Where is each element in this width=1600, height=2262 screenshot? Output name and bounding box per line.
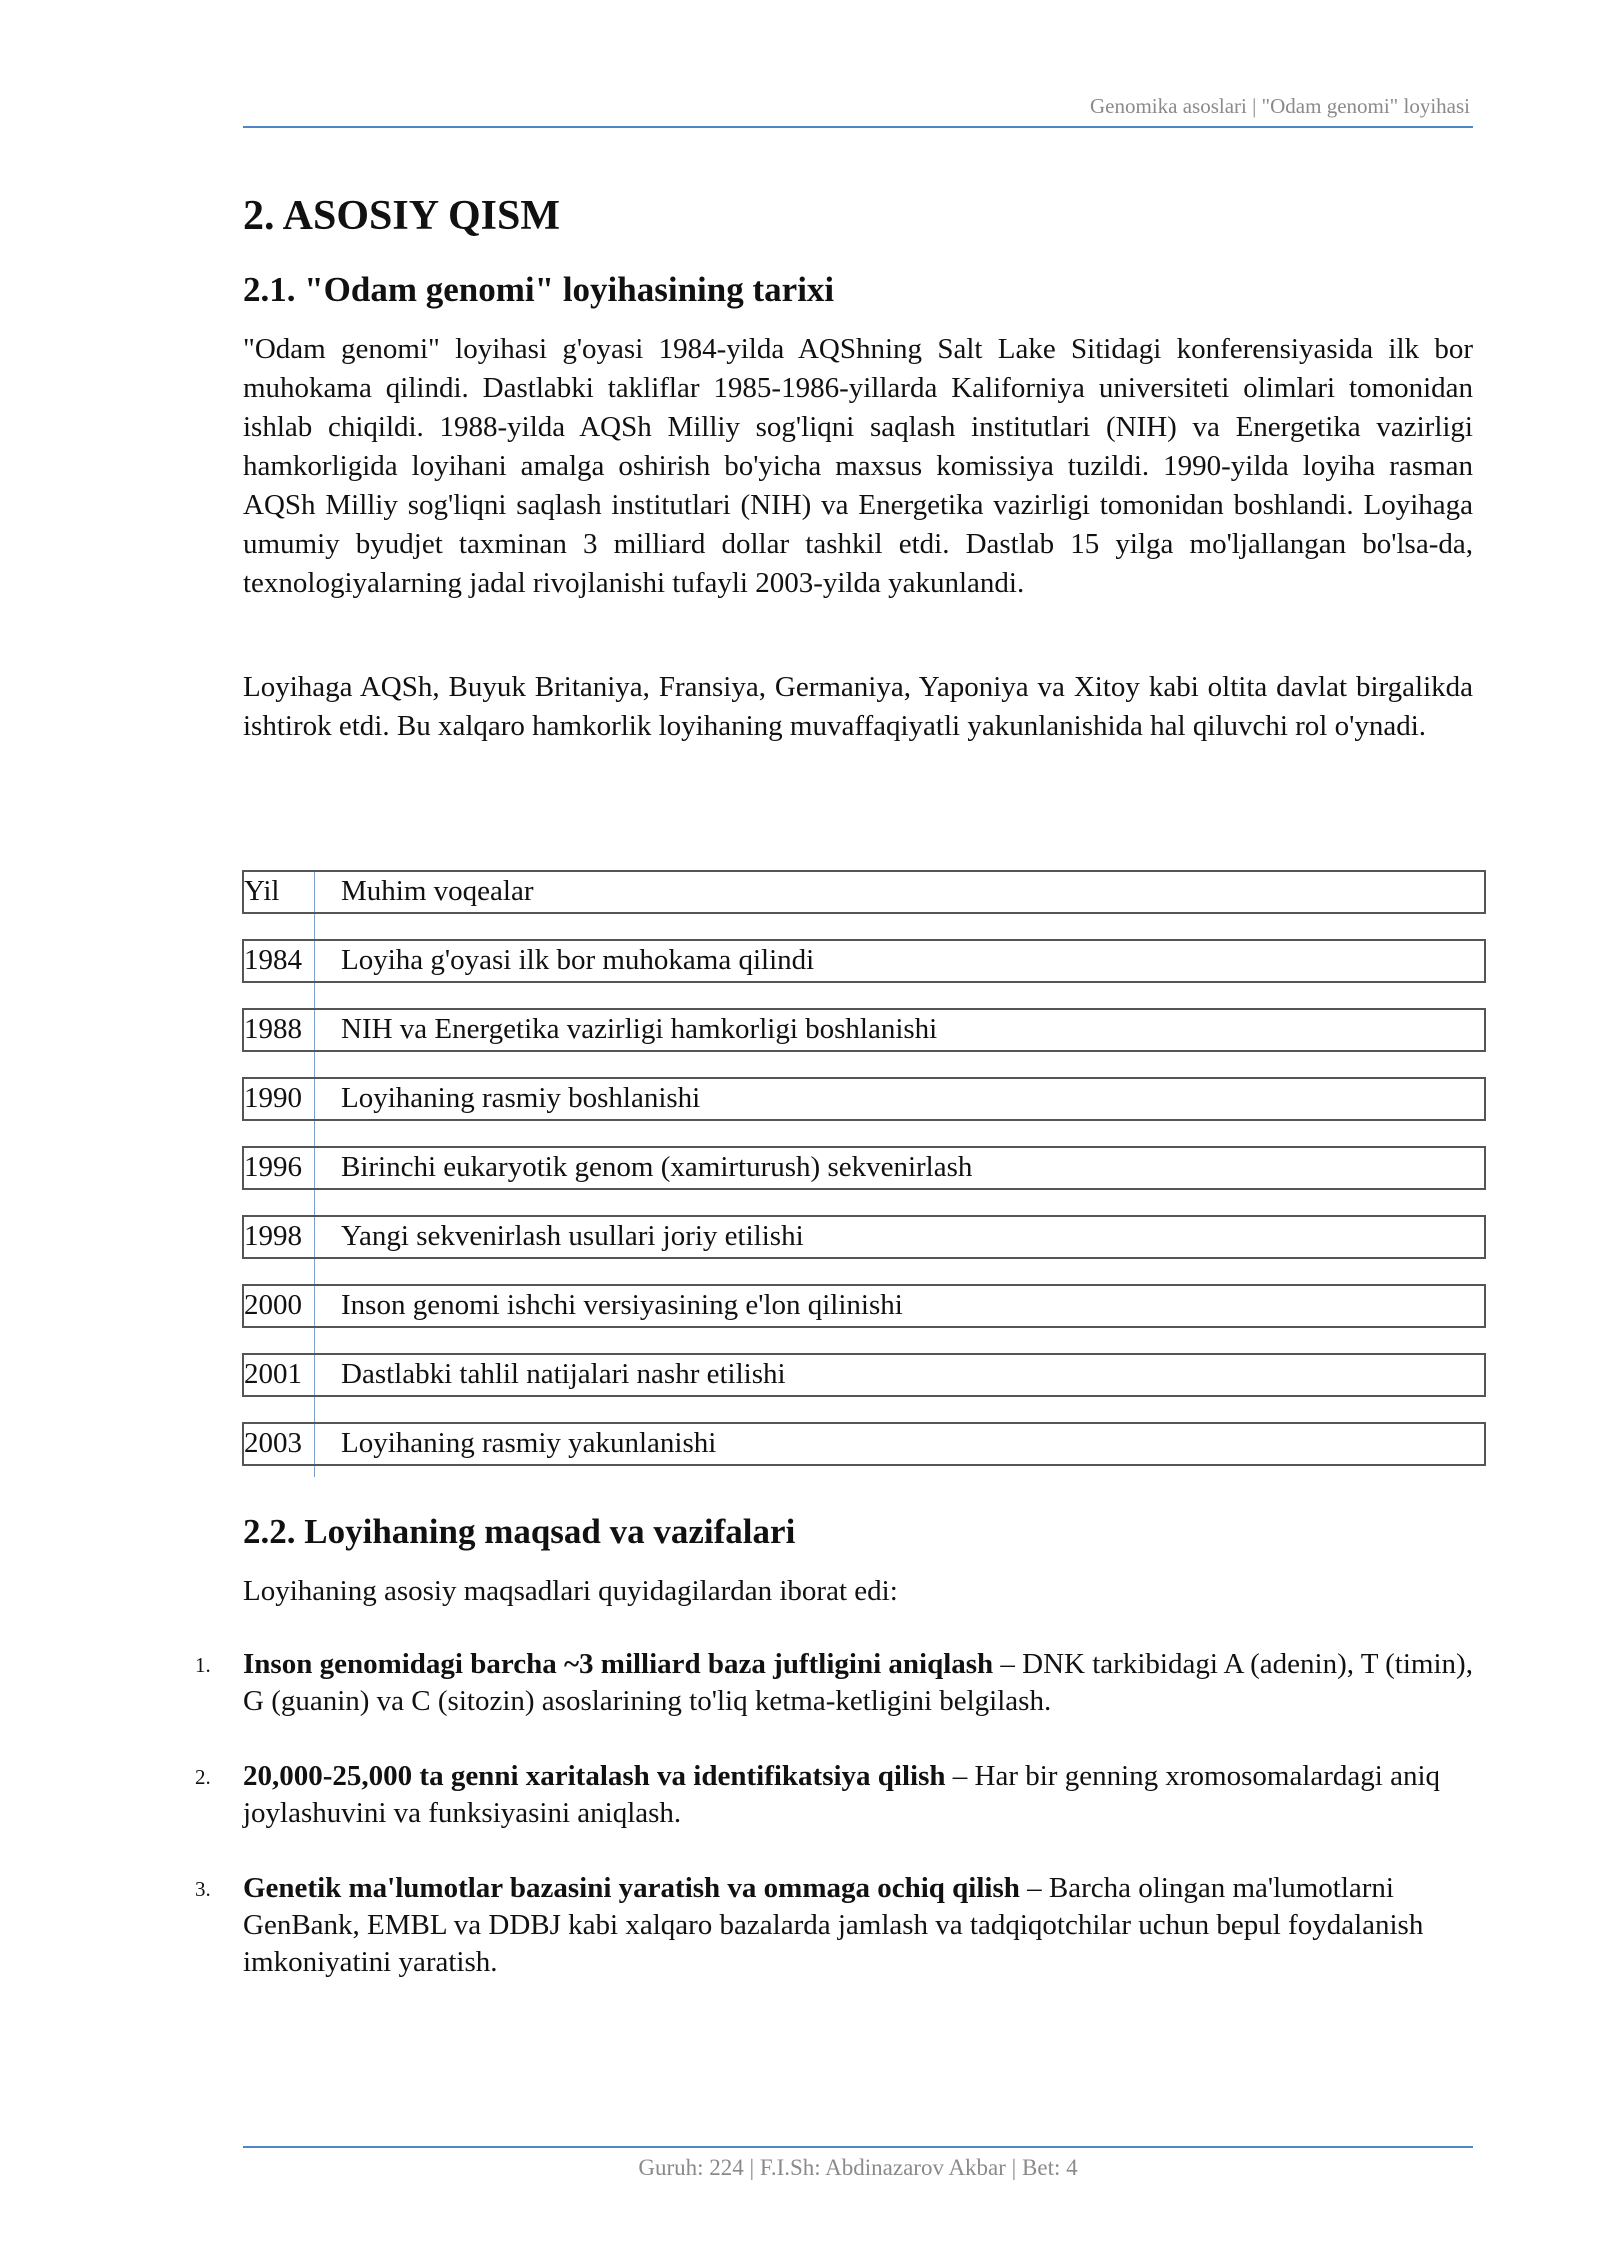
list-item-text (243, 1646, 1473, 1720)
list-item-bold: 20,000-25,000 ta genni xaritalash va identifikatsiya qilish (243, 1760, 946, 1792)
table-row (242, 939, 1486, 983)
table-row (242, 1077, 1486, 1121)
table-row (242, 1284, 1486, 1328)
row-event: Inson genomi ishchi versiyasining e'lon qilinishi (341, 1289, 903, 1321)
row-year: 2003 (244, 1427, 302, 1459)
row-year: 1996 (244, 1151, 302, 1183)
footer-rule (243, 2146, 1473, 2148)
list-item-rest: – DNK tarkibidagi A (adenin), T (timin), G (guanin) va C (sitozin) asoslarining to'liq ketma-ketligini belgilash. (243, 1648, 1473, 1717)
list-number: 1. (195, 1653, 211, 1677)
row-year: 1984 (244, 944, 302, 976)
row-event: Birinchi eukaryotik genom (xamirturush) sekvenirlash (341, 1151, 973, 1183)
subsection-title-goals: 2.2. Loyihaning maqsad va vazifalari (243, 1512, 796, 1551)
list-number: 3. (195, 1877, 211, 1901)
goals-intro: Loyihaning asosiy maqsadlari quyidagilardan iborat edi: (243, 1575, 898, 1607)
list-item-text (243, 1870, 1473, 1981)
header-event: Muhim voqealar (341, 875, 534, 907)
history-paragraph-1: "Odam genomi" loyihasi g'oyasi 1984-yilda AQShning Salt Lake Sitidagi konferensiyasida ilk bor muhokama qilindi. Dastlabki takliflar 1985-1986-yillarda Kaliforniya universiteti olimlari tomonidan ishlab chiqildi. 1988-yilda AQSh Milliy sog'liqni saqlash institutlari (NIH) va Energetika vazirligi hamkorligida loyihani amalga oshirish bo'yicha maxsus komissiya tuzildi. 1990-yilda loyiha rasman AQSh Milliy sog'liqni saqlash institutlari (NIH) va Energetika vazirligi tomonidan boshlandi. Loyihaga umumiy byudjet taxminan 3 milliard dollar tashkil etdi. Dastlab 15 yilga mo'ljallangan bo'lsa-da, texnologiyalarning jadal rivojlanishi tufayli 2003-yilda yakunlandi. (243, 333, 1473, 599)
goals-list (0, 1646, 1600, 2019)
row-year: 1998 (244, 1220, 302, 1252)
list-number: 2. (195, 1765, 211, 1789)
list-item-text (243, 1758, 1473, 1832)
subsection-title-history: 2.1. "Odam genomi" loyihasining tarixi (243, 270, 835, 309)
row-event: Loyihaning rasmiy boshlanishi (341, 1082, 701, 1114)
row-event: Loyihaning rasmiy yakunlanishi (341, 1427, 717, 1459)
row-year: 2000 (244, 1289, 302, 1321)
table-row (242, 1422, 1486, 1466)
table-header-row (242, 870, 1486, 914)
header-rule (243, 126, 1473, 128)
row-event: Dastlabki tahlil natijalari nashr etilishi (341, 1358, 786, 1390)
table-row (242, 1215, 1486, 1259)
table-row (242, 1353, 1486, 1397)
row-year: 1990 (244, 1082, 302, 1114)
page-header: Genomika asoslari | "Odam genomi" loyihasi (1089, 94, 1470, 118)
list-item-rest: – Barcha olingan ma'lumotlarni GenBank, EMBL va DDBJ kabi xalqaro bazalarda jamlash va tadqiqotchilar uchun bepul foydalanish imkoniyatini yaratish. (243, 1872, 1424, 1978)
page-footer: Guruh: 224 | F.I.Sh: Abdinazarov Akbar | Bet: 4 (638, 2155, 1078, 2180)
table-row (242, 1008, 1486, 1052)
section-title: 2. ASOSIY QISM (243, 193, 561, 239)
row-event: Yangi sekvenirlash usullari joriy etilishi (341, 1220, 804, 1252)
history-paragraph-2: Loyihaga AQSh, Buyuk Britaniya, Fransiya, Germaniya, Yaponiya va Xitoy kabi oltita davlat birgalikda ishtirok etdi. Bu xalqaro hamkorlik loyihaning muvaffaqiyatli yakunlanishida hal qiluvchi rol o'ynadi. (243, 671, 1473, 742)
table-row (242, 1146, 1486, 1190)
list-item-bold: Inson genomidagi barcha ~3 milliard baza juftligini aniqlash (243, 1648, 994, 1680)
row-year: 2001 (244, 1358, 302, 1390)
list-item-bold: Genetik ma'lumotlar bazasini yaratish va ommaga ochiq qilish (243, 1872, 1020, 1904)
row-event: Loyiha g'oyasi ilk bor muhokama qilindi (341, 944, 815, 976)
list-item (0, 1758, 1600, 1832)
header-year: Yil (244, 875, 280, 907)
list-item (0, 1646, 1600, 1720)
list-item (0, 1870, 1600, 1981)
timeline-table (242, 870, 1486, 1466)
list-item-rest: – Har bir genning xromosomalardagi aniq joylashuvini va funksiyasini aniqlash. (243, 1760, 1441, 1829)
row-year: 1988 (244, 1013, 302, 1045)
row-event: NIH va Energetika vazirligi hamkorligi boshlanishi (341, 1013, 938, 1045)
